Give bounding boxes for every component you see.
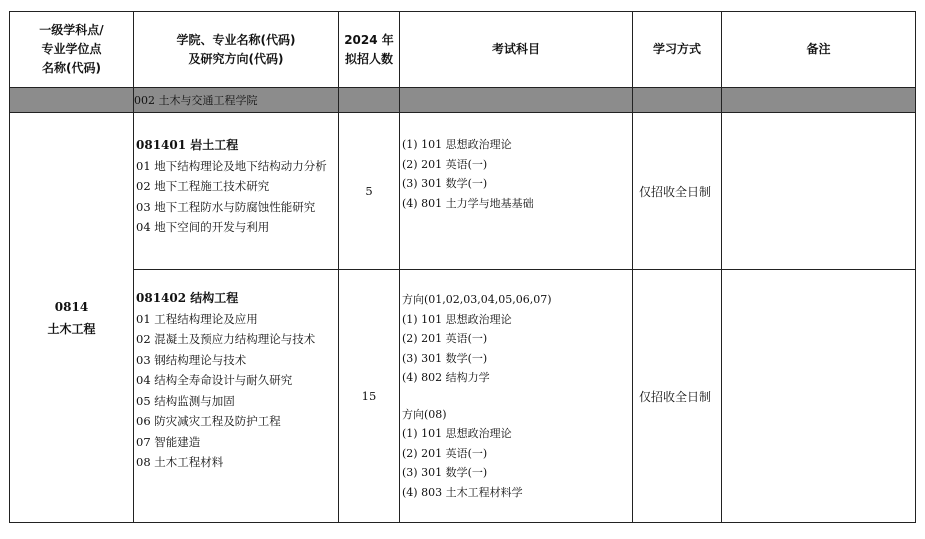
- exam-subject: (1) 101 思想政治理论: [402, 312, 512, 326]
- header-line: 2024 年: [344, 32, 394, 47]
- enrollment-count: 5: [339, 113, 400, 270]
- discipline-code: 0814: [54, 299, 89, 314]
- exam-subject: (4) 803 土木工程材料学: [402, 485, 523, 499]
- header-note: 备注: [722, 12, 916, 88]
- exam-subject: (2) 201 英语(一): [402, 332, 488, 345]
- college-cell-empty: [400, 88, 633, 113]
- major-row: [10, 270, 916, 523]
- header-major: [134, 12, 339, 88]
- direction-item: 02 混凝土及预应力结构理论与技术: [136, 332, 316, 346]
- direction-item: 01 地下结构理论及地下结构动力分析: [136, 158, 327, 173]
- exam-direction-label: 方向(01,02,03,04,05,06,07): [402, 293, 552, 306]
- exam-cell: [400, 270, 633, 523]
- direction-item: 02 地下工程施工技术研究: [136, 179, 270, 193]
- header-line: 拟招人数: [344, 51, 393, 66]
- direction-item: 01 工程结构理论及应用: [136, 311, 258, 326]
- direction-item: 04 地下空间的开发与利用: [136, 220, 270, 234]
- exam-group-gap: [402, 388, 632, 405]
- header-row: [10, 12, 916, 88]
- exam-subject: (3) 301 数学(一): [402, 466, 488, 479]
- enrollment-count: 15: [339, 270, 400, 523]
- header-line: 及研究方向(代码): [188, 51, 284, 66]
- enrollment-table: [9, 11, 916, 523]
- exam-cell: [400, 113, 633, 270]
- college-cell-empty: [10, 88, 134, 113]
- direction-item: 05 结构监测与加固: [136, 393, 235, 408]
- exam-subject: (3) 301 数学(一): [402, 177, 488, 190]
- exam-subject: (4) 801 土力学与地基基础: [402, 196, 534, 210]
- header-line: 名称(代码): [42, 61, 101, 75]
- college-cell-empty: [339, 88, 400, 113]
- exam-subject: (1) 101 思想政治理论: [402, 138, 512, 151]
- header-count: [339, 12, 400, 88]
- college-row: [10, 88, 916, 113]
- study-mode: 仅招收全日制: [633, 270, 722, 523]
- major-cell: [134, 270, 339, 523]
- major-row: [10, 113, 916, 270]
- direction-item: 04 结构全寿命设计与耐久研究: [136, 373, 293, 387]
- major-title: 081402 结构工程: [136, 291, 239, 305]
- exam-subject: (1) 101 思想政治理论: [402, 427, 512, 440]
- note-cell: [722, 270, 916, 523]
- exam-subject: (3) 301 数学(一): [402, 351, 488, 365]
- study-mode: 仅招收全日制: [633, 113, 722, 270]
- exam-subject: (2) 201 英语(一): [402, 157, 488, 171]
- exam-subject: (2) 201 英语(一): [402, 446, 488, 460]
- major-cell: [134, 113, 339, 270]
- header-line: 学院、专业名称(代码): [176, 32, 296, 47]
- direction-item: 03 钢结构理论与技术: [136, 352, 247, 367]
- discipline-cell: [10, 113, 134, 523]
- college-name: 002 土木与交通工程学院: [134, 88, 339, 113]
- direction-item: 06 防灾减灾工程及防护工程: [136, 414, 281, 428]
- direction-item: 03 地下工程防水与防腐蚀性能研究: [136, 199, 316, 214]
- header-mode: 学习方式: [633, 12, 722, 88]
- exam-direction-label: 方向(08): [402, 407, 447, 421]
- direction-item: 08 土木工程材料: [136, 455, 224, 469]
- major-title: 081401 岩土工程: [136, 138, 239, 152]
- header-exam: 考试科目: [400, 12, 633, 88]
- direction-item: 07 智能建造: [136, 434, 201, 449]
- note-cell: [722, 113, 916, 270]
- header-line: 专业学位点: [41, 42, 102, 56]
- header-discipline: [10, 12, 134, 88]
- college-cell-empty: [722, 88, 916, 113]
- header-line: 一级学科点/: [39, 23, 104, 37]
- college-cell-empty: [633, 88, 722, 113]
- exam-subject: (4) 802 结构力学: [402, 371, 490, 384]
- discipline-name: 土木工程: [47, 321, 96, 336]
